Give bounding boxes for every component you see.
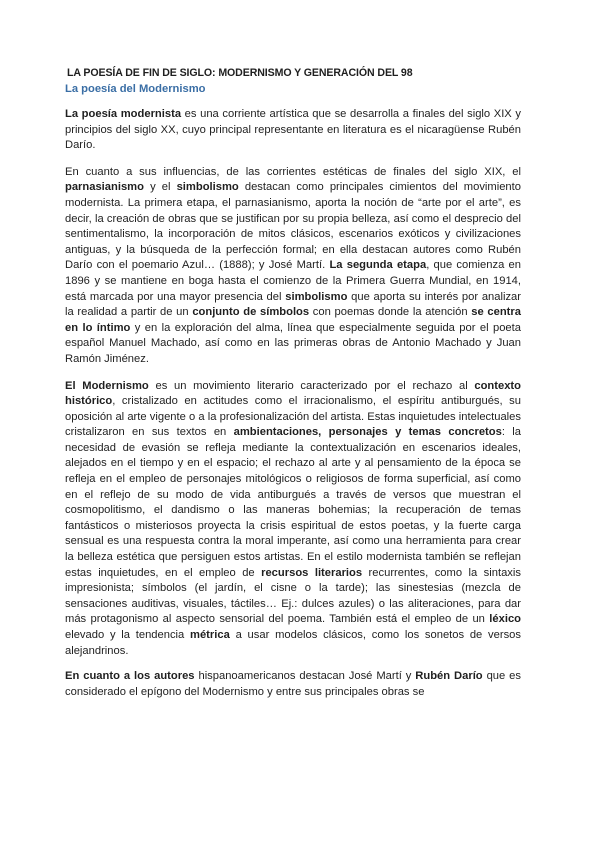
paragraph-influences xyxy=(65,165,521,368)
bold-term: En cuanto a los autores xyxy=(65,670,195,683)
bold-term: El Modernismo xyxy=(65,379,149,392)
bold-term: simbolismo xyxy=(285,290,348,303)
paragraph-text: hispanoamericanos destacan José Martí y xyxy=(194,670,416,683)
bold-term: La segunda etapa xyxy=(329,259,427,272)
bold-term: conjunto de símbolos xyxy=(192,306,310,319)
paragraph-text: que aporta su interés por analizar la realidad a partir de un xyxy=(65,290,521,319)
paragraph-text: y el xyxy=(143,181,177,194)
bold-term: se centra en lo íntimo xyxy=(65,306,521,334)
paragraph-text: con poemas donde la atención xyxy=(309,306,472,319)
paragraph-text: En cuanto a sus influencias, de las corrientes estéticas de finales del siglo XIX, el xyxy=(65,165,521,178)
paragraph-text: elevado y la tendencia xyxy=(65,629,191,641)
paragraph-text: es una corriente artística que se desarrolla a finales del siglo XIX y principios del siglo XX, cuyo principal representante en literatura es el nicaragüense Rubén Darío. xyxy=(65,108,521,152)
paragraph-text: y en la exploración del alma, línea que especialmente seguida por el poeta español Manuel Machado, así como en las primeras obras de Antonio Machado y Juan Ramón Jiménez. xyxy=(65,321,521,365)
paragraph-text: , que comienza en 1896 y se mantiene en boga hasta el comienzo de la Primera Guerra Mundial, en 1914, está marcada por una mayor presencia del xyxy=(65,259,521,303)
bold-term: ambientaciones, personajes y temas concretos xyxy=(233,426,502,439)
paragraph-text: es un movimiento literario caracterizado por el rechazo al xyxy=(148,379,475,392)
document-page xyxy=(65,66,521,700)
bold-term: parnasianismo xyxy=(65,181,144,194)
paragraph-text: a usar modelos clásicos, como los sonetos de versos alejandrinos. xyxy=(65,629,521,657)
bold-term: contexto histórico xyxy=(65,379,521,408)
document-title: LA POESÍA DE FIN DE SIGLO: MODERNISMO Y GENERACIÓN DEL 98 xyxy=(67,67,413,79)
paragraph-text: que es considerado el epígono del Modernismo y entre sus principales obras se xyxy=(65,670,521,698)
paragraph-characteristics xyxy=(65,379,521,660)
bold-term: simbolismo xyxy=(176,181,239,194)
paragraph-text: , cristalizado en actitudes como el irracionalismo, el espíritu antiburgués, su oposición al arte vigente o a la profesionalización del artista. Estas inquietudes intelectuales cristalizaron en sus textos en xyxy=(65,395,521,439)
paragraph-text: : la necesidad de evasión se refleja mediante la contextualización en escenarios ideales, alejados en el tiempo y en el espacio; el rechazo al arte y al pensamiento de la época se refleja en el empleo de personajes mitológicos o religiosos de forma superficial, así como en el reflejo de su modo de vida antiburgués a través de versos que muestran el cosmopolitismo, el dandismo o las maneras bohemias; la recuperación de temas fantásticos o misteriosos proyecta la crisis espiritual de estos poetas, y la fuerte carga sensual es una respuesta contra la moral imperante, así como una herramienta para crear la belleza estética que persiguen estos artistas. En el estilo modernista también se reflejan estas inquietudes, en el empleo de xyxy=(65,426,522,579)
bold-term: léxico xyxy=(489,613,521,626)
bold-term: La poesía modernista xyxy=(65,108,182,120)
bold-term: recursos literarios xyxy=(261,566,363,579)
paragraph-text: destacan como principales cimientos del movimiento modernista. La primera etapa, el parnasianismo, aporta la noción de “arte por el arte”, es decir, la creación de obras que se justifican por su propia belleza, así como el desprecio del sentimentalismo, la incorporación de mitos clásicos, escenarios exóticos y civilizaciones antiguas, y la búsqueda de la perfección formal; en ella destacan autores como Rubén Darío con el poemario Azul… (1888); y José Martí. xyxy=(65,181,521,272)
section-subtitle: La poesía del Modernismo xyxy=(65,83,206,95)
paragraph-authors xyxy=(65,669,521,700)
bold-term: Rubén Darío xyxy=(415,670,483,683)
paragraph-intro xyxy=(65,107,521,154)
paragraph-text: recurrentes, como la sintaxis impresionista; símbolos (el jardín, el cisne o la tarde); las sinestesias (mezcla de sensaciones auditivas, visuales, táctiles… Ej.: dulces azules) o las aliteraciones, para dar más protagonismo al aspecto sensorial del poema. También está el empleo de un xyxy=(65,566,521,626)
bold-term: métrica xyxy=(190,629,230,641)
